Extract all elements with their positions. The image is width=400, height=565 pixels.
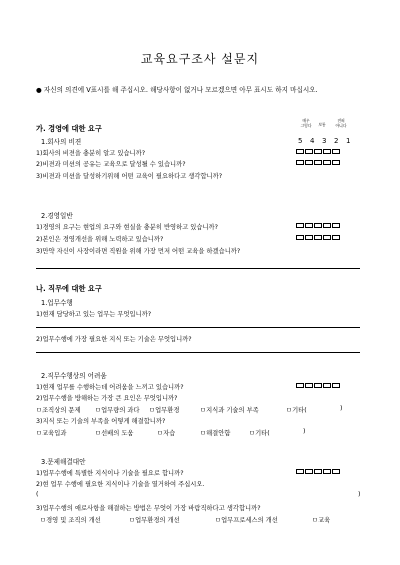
question-text: 3)비젼과 미션을 달성하기위해 어떤 교육이 필요하다고 생각합니까? bbox=[36, 173, 223, 180]
option-other-close: ) bbox=[340, 405, 343, 412]
option-senior-help[interactable]: ㅁ선배의 도움 bbox=[95, 430, 134, 437]
question-text: 3)지식 또는 기술의 부족을 어떻게 해결합니까? bbox=[36, 418, 166, 425]
rating-checkbox-1[interactable] bbox=[332, 223, 340, 228]
rating-checkbox-1[interactable] bbox=[332, 469, 340, 474]
option-org-improvement[interactable]: ㅁ경영 및 조직의 개선 bbox=[40, 517, 101, 524]
rating-checkboxes bbox=[296, 383, 340, 388]
rating-checkbox-4[interactable] bbox=[305, 235, 313, 240]
rating-checkbox-4[interactable] bbox=[305, 469, 313, 474]
scale-label-neutral: 보통 bbox=[318, 122, 326, 127]
question-text: 2)업무수행을 방해하는 가장 큰 요인은 무엇입니까? bbox=[36, 395, 178, 402]
rating-checkbox-1[interactable] bbox=[332, 235, 340, 240]
option-process-improvement[interactable]: ㅁ업무프로세스의 개선 bbox=[215, 517, 278, 524]
rating-checkbox-3[interactable] bbox=[314, 383, 322, 388]
rating-checkboxes bbox=[296, 235, 340, 240]
question-text: 2)현 업무 수행에 필요한 지식이나 기술을 열거하여 주십시오. bbox=[36, 481, 205, 488]
scale-number-2: 2 bbox=[334, 137, 339, 145]
question-text: 1)현재 담당하고 있는 업무는 무엇입니까? bbox=[36, 311, 152, 318]
option-other[interactable]: ㅁ기타( bbox=[249, 430, 270, 437]
scale-label-strongly-disagree: 전혀 아니다 bbox=[335, 118, 347, 128]
rating-checkbox-3[interactable] bbox=[314, 223, 322, 228]
answer-line[interactable] bbox=[36, 327, 360, 328]
scale-number-5: 5 bbox=[298, 137, 303, 145]
scale-number-1: 1 bbox=[346, 137, 351, 145]
rating-checkbox-3[interactable] bbox=[314, 469, 322, 474]
rating-checkbox-2[interactable] bbox=[323, 469, 331, 474]
question-text: 1)회사의 비젼을 충분히 알고 있습니까? bbox=[36, 150, 146, 157]
answer-paren-close: ) bbox=[358, 491, 361, 498]
question-text: 1)경영의 요구는 현업의 요구와 현실을 충분히 반영하고 있습니까? bbox=[36, 224, 218, 231]
rating-checkbox-1[interactable] bbox=[332, 160, 340, 165]
question-text: 2)업무수행에 가장 필요한 지식 또는 기술은 무엇입니까? bbox=[36, 336, 192, 343]
option-training[interactable]: ㅁ교육입과 bbox=[36, 430, 67, 437]
question-text: 2)비젼과 미션의 공유는 교육으로 달성될 수 있습니까? bbox=[36, 161, 186, 168]
scale-number-3: 3 bbox=[322, 137, 327, 145]
rating-checkbox-3[interactable] bbox=[314, 149, 322, 154]
rating-checkbox-5[interactable] bbox=[296, 223, 304, 228]
subsection-title: 1.회사의 비젼 bbox=[41, 138, 82, 146]
rating-checkbox-5[interactable] bbox=[296, 160, 304, 165]
rating-checkbox-4[interactable] bbox=[305, 149, 313, 154]
answer-line[interactable] bbox=[36, 352, 360, 353]
question-text: 3)만약 자신이 사장이라면 직원을 위해 가장 먼저 어떤 교육을 하겠습니까? bbox=[36, 248, 241, 255]
rating-checkbox-4[interactable] bbox=[305, 160, 313, 165]
rating-checkbox-5[interactable] bbox=[296, 235, 304, 240]
rating-checkbox-1[interactable] bbox=[332, 149, 340, 154]
question-text: 2)본인은 경영개선을 위해 노력하고 있습니까? bbox=[36, 236, 164, 243]
rating-checkboxes bbox=[296, 149, 340, 154]
option-other[interactable]: ㅁ기타( bbox=[286, 407, 307, 414]
rating-checkbox-1[interactable] bbox=[332, 383, 340, 388]
option-org-problem[interactable]: ㅁ조직상의 문제 bbox=[36, 407, 81, 414]
section-heading-job: 나. 직무에 대한 요구 bbox=[36, 284, 102, 293]
rating-checkbox-2[interactable] bbox=[323, 149, 331, 154]
rating-checkbox-2[interactable] bbox=[323, 223, 331, 228]
rating-checkbox-3[interactable] bbox=[314, 160, 322, 165]
rating-checkbox-2[interactable] bbox=[323, 383, 331, 388]
rating-checkboxes bbox=[296, 160, 340, 165]
option-environment-improvement[interactable]: ㅁ업무환경의 개선 bbox=[129, 517, 180, 524]
option-work-environment[interactable]: ㅁ업무환경 bbox=[149, 407, 180, 414]
subsection-title: 3.문제해결대안 bbox=[41, 458, 86, 466]
option-education[interactable]: ㅁ교육 bbox=[312, 517, 331, 524]
option-lack-of-skills[interactable]: ㅁ지식과 기술의 부족 bbox=[200, 407, 259, 414]
section-heading-management: 가. 경영에 대한 요구 bbox=[36, 124, 102, 133]
rating-checkbox-4[interactable] bbox=[305, 223, 313, 228]
option-workload[interactable]: ㅁ업무량의 과다 bbox=[95, 407, 140, 414]
rating-checkbox-5[interactable] bbox=[296, 383, 304, 388]
rating-checkbox-5[interactable] bbox=[296, 469, 304, 474]
option-no-solution[interactable]: ㅁ해결안함 bbox=[200, 430, 231, 437]
question-text: 3)업무수행의 애로사항을 해결하는 방법은 무엇이 가장 바람직하다고 생각합니까? bbox=[36, 505, 261, 512]
subsection-title: 2.직무수행상의 어려움 bbox=[41, 372, 107, 380]
scale-number-4: 4 bbox=[310, 137, 315, 145]
rating-checkbox-4[interactable] bbox=[305, 383, 313, 388]
subsection-title: 1.업무수행 bbox=[41, 299, 73, 307]
subsection-title: 2.경영일반 bbox=[41, 212, 73, 220]
option-other-close: ) bbox=[303, 428, 306, 435]
rating-checkbox-3[interactable] bbox=[314, 235, 322, 240]
rating-checkbox-2[interactable] bbox=[323, 160, 331, 165]
answer-line[interactable] bbox=[36, 268, 360, 269]
scale-label-strongly-agree: 매우 그렇다 bbox=[300, 118, 312, 128]
rating-checkboxes bbox=[296, 223, 340, 228]
question-text: 1)현재 업무를 수행하는데 어려움을 느끼고 있습니까? bbox=[36, 384, 184, 391]
rating-checkbox-5[interactable] bbox=[296, 149, 304, 154]
option-self-study[interactable]: ㅁ자습 bbox=[157, 430, 176, 437]
rating-checkbox-2[interactable] bbox=[323, 235, 331, 240]
answer-paren-open: ( bbox=[36, 491, 39, 498]
question-text: 1)업무수행에 특별한 지식이나 기술을 필요로 합니까? bbox=[36, 470, 184, 477]
instructions: ● 자신의 의견에 V표시를 해 주십시오. 해당사항이 없거나 모르겠으면 아무 표시도 하지 마십시오. bbox=[36, 86, 318, 94]
rating-checkboxes bbox=[296, 469, 340, 474]
survey-title: 교육요구조사 설문지 bbox=[140, 52, 260, 66]
